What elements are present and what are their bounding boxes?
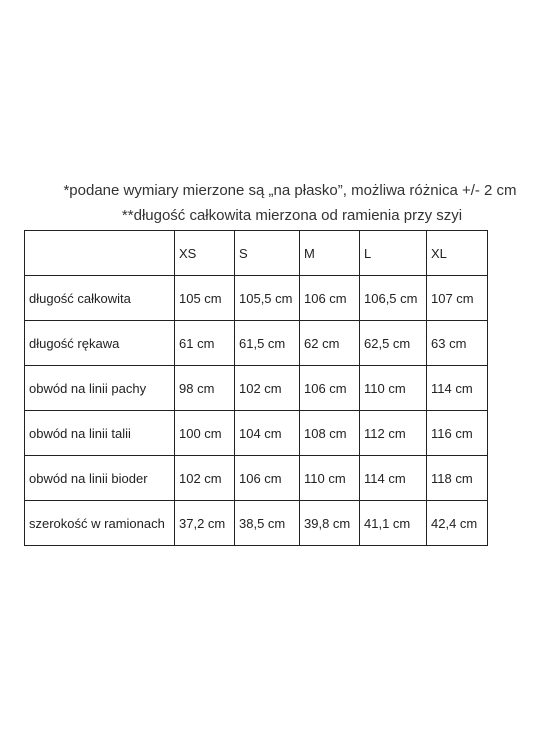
table-cell: 107 cm <box>427 276 488 321</box>
table-cell: 105,5 cm <box>235 276 300 321</box>
measurement-note: *podane wymiary mierzone są „na płasko”, możliwa różnica +/- 2 cm <box>63 182 517 199</box>
table-cell: 116 cm <box>427 411 488 456</box>
table-row <box>25 276 488 321</box>
table-cell: 114 cm <box>427 366 488 411</box>
table-cell: 110 cm <box>360 366 427 411</box>
table-cell: 118 cm <box>427 456 488 501</box>
table-cell: 106 cm <box>300 276 360 321</box>
size-header-xl: XL <box>427 231 488 276</box>
table-cell: 106 cm <box>300 366 360 411</box>
table-cell: 62,5 cm <box>360 321 427 366</box>
table-cell: 61 cm <box>175 321 235 366</box>
table-row <box>25 321 488 366</box>
row-label: obwód na linii talii <box>25 411 175 456</box>
table-cell: 112 cm <box>360 411 427 456</box>
row-label: długość całkowita <box>25 276 175 321</box>
table-corner-cell <box>25 231 175 276</box>
size-header-l: L <box>360 231 427 276</box>
size-header-m: M <box>300 231 360 276</box>
table-row <box>25 501 488 546</box>
table-cell: 61,5 cm <box>235 321 300 366</box>
table-cell: 37,2 cm <box>175 501 235 546</box>
table-row <box>25 366 488 411</box>
row-label: obwód na linii bioder <box>25 456 175 501</box>
size-chart-table <box>24 230 488 546</box>
table-cell: 106,5 cm <box>360 276 427 321</box>
table-cell: 100 cm <box>175 411 235 456</box>
table-cell: 106 cm <box>235 456 300 501</box>
table-cell: 42,4 cm <box>427 501 488 546</box>
table-row <box>25 456 488 501</box>
table-cell: 38,5 cm <box>235 501 300 546</box>
table-cell: 62 cm <box>300 321 360 366</box>
table-cell: 108 cm <box>300 411 360 456</box>
table-cell: 102 cm <box>175 456 235 501</box>
row-label: długość rękawa <box>25 321 175 366</box>
table-cell: 105 cm <box>175 276 235 321</box>
table-cell: 98 cm <box>175 366 235 411</box>
table-cell: 114 cm <box>360 456 427 501</box>
table-cell: 39,8 cm <box>300 501 360 546</box>
length-note: **długość całkowita mierzona od ramienia przy szyi <box>121 207 463 224</box>
row-label: szerokość w ramionach <box>25 501 175 546</box>
table-cell: 110 cm <box>300 456 360 501</box>
table-cell: 104 cm <box>235 411 300 456</box>
table-row <box>25 411 488 456</box>
row-label: obwód na linii pachy <box>25 366 175 411</box>
table-cell: 102 cm <box>235 366 300 411</box>
size-header-xs: XS <box>175 231 235 276</box>
size-header-s: S <box>235 231 300 276</box>
table-cell: 63 cm <box>427 321 488 366</box>
table-cell: 41,1 cm <box>360 501 427 546</box>
table-header-row <box>25 231 488 276</box>
